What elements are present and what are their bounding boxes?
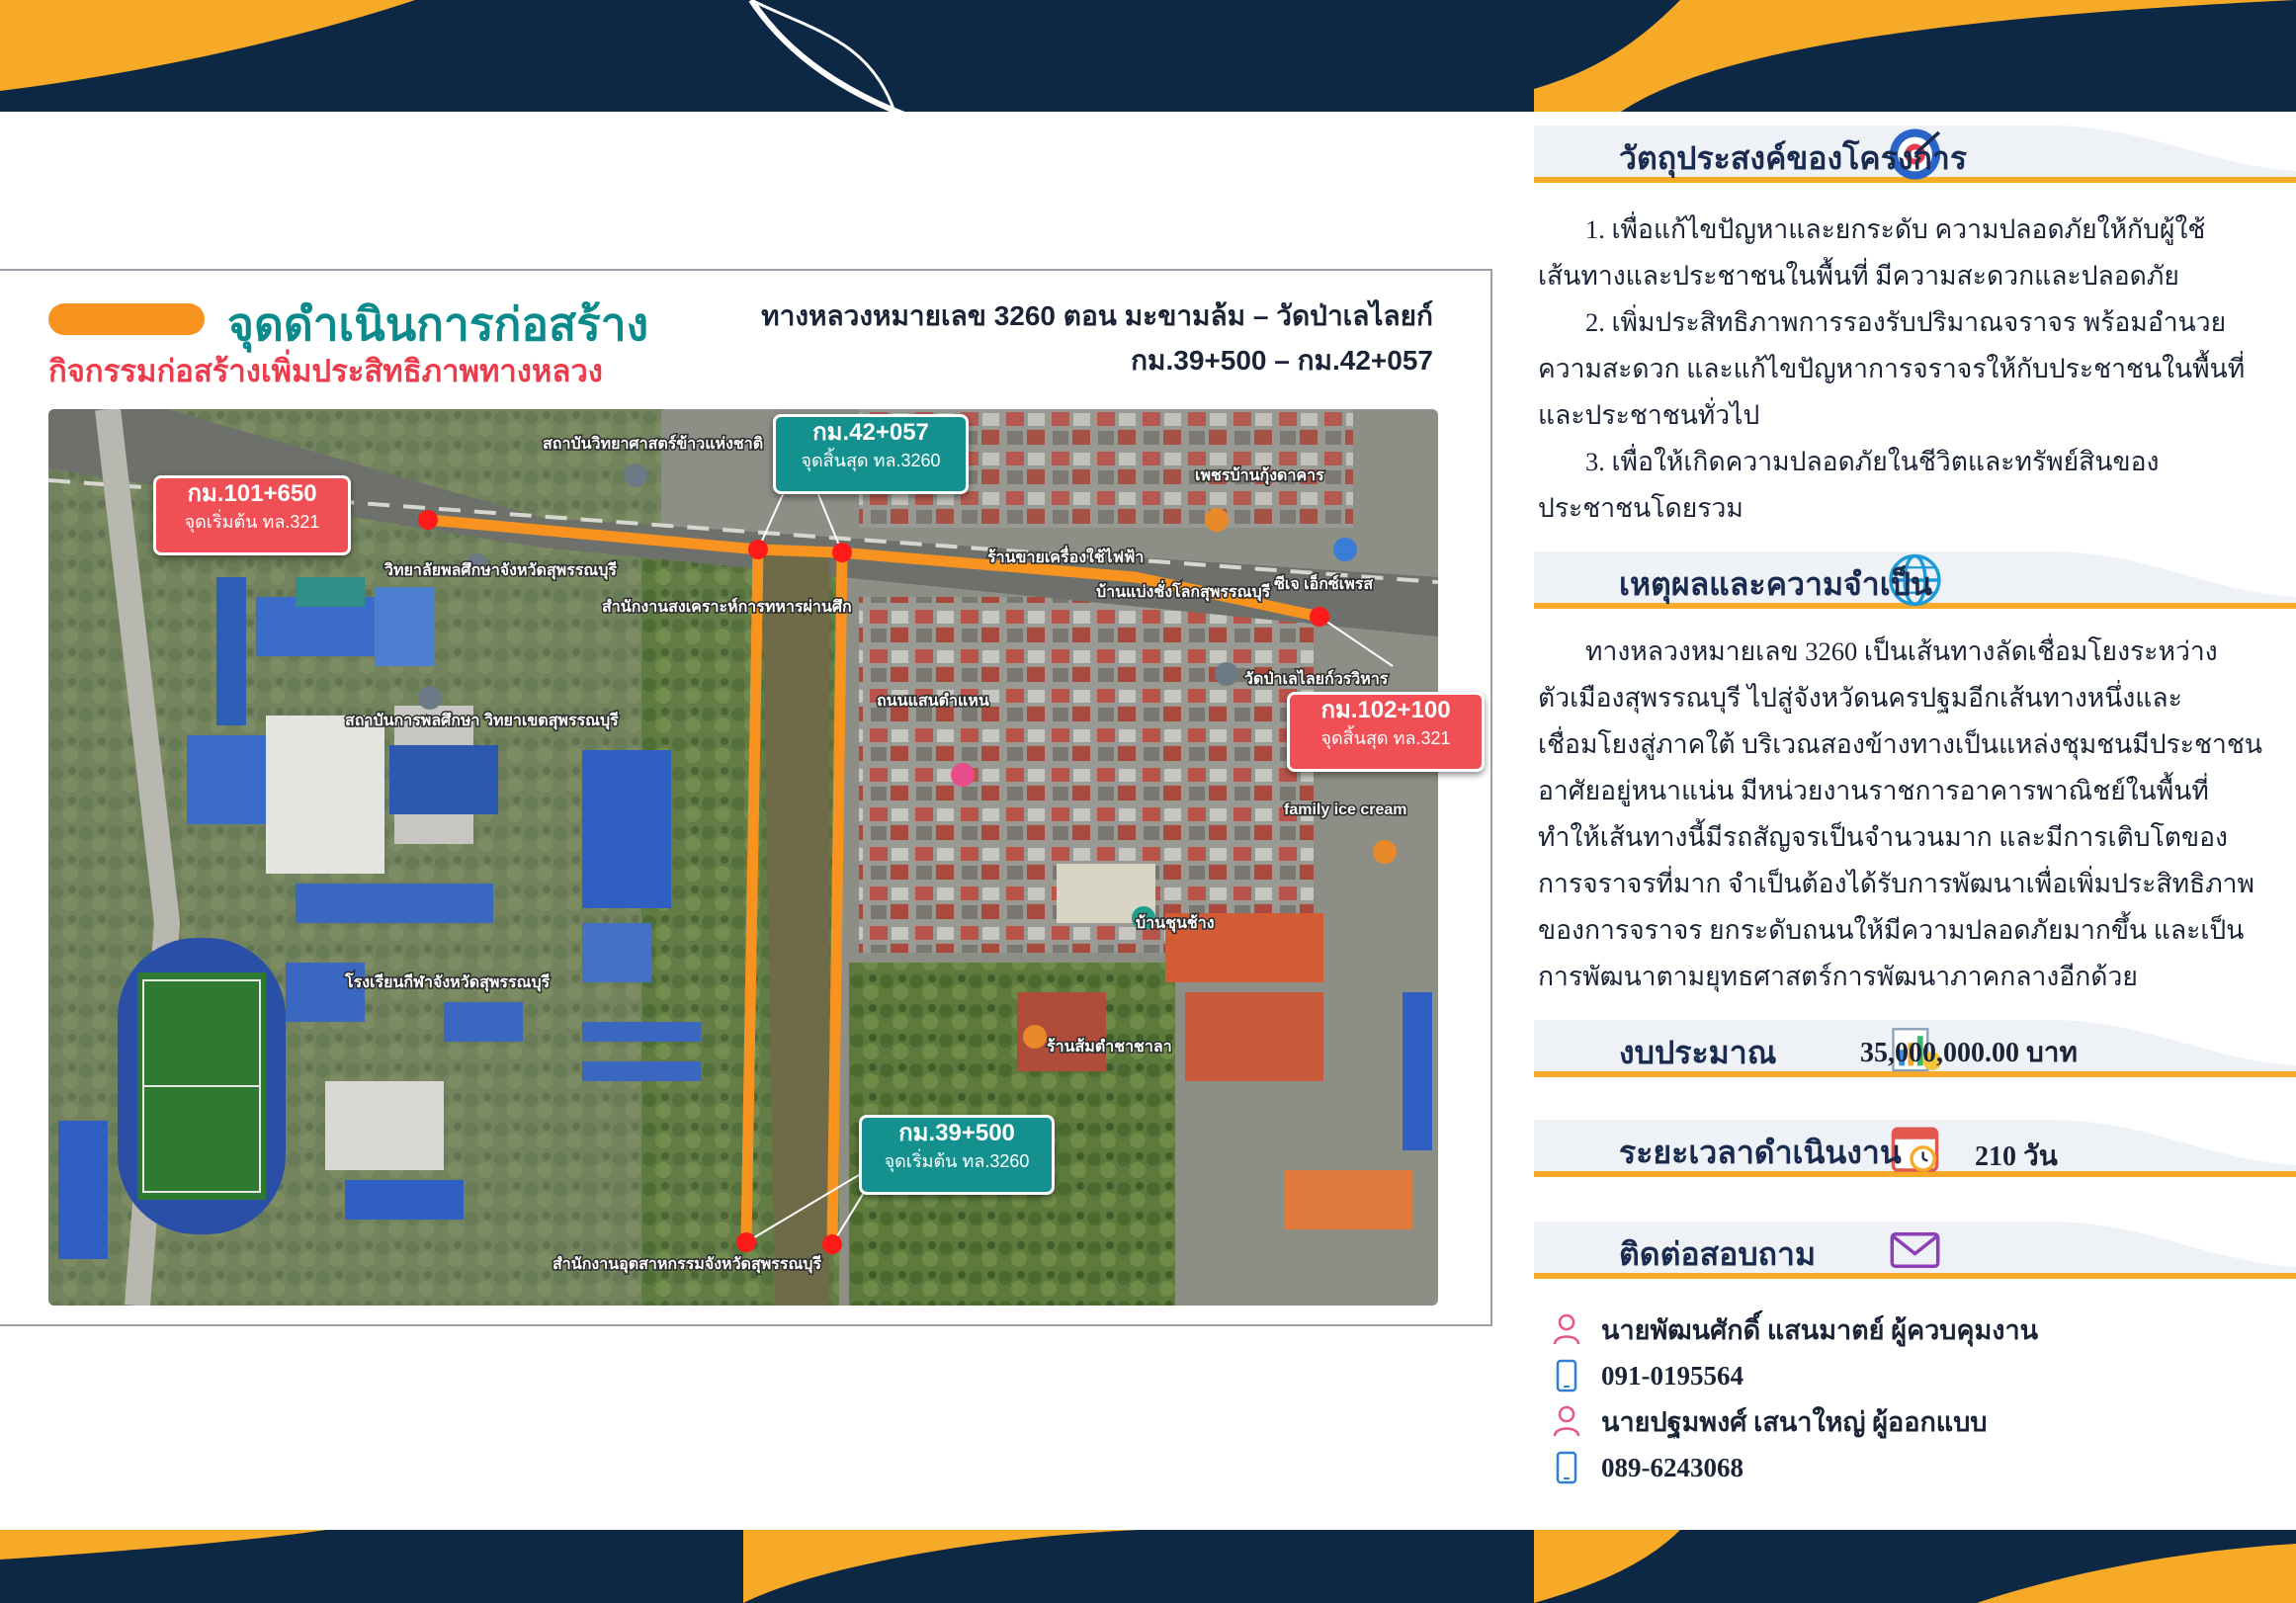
map-label: วัดป่าเลไลยก์วรวิหาร	[1244, 671, 1389, 688]
poi-pin[interactable]	[1215, 662, 1238, 686]
objective-line: 2. เพิ่มประสิทธิภาพการรองรับปริมาณจราจร พร้อมอำนวย	[1585, 307, 2227, 337]
reasons-header	[1534, 551, 2296, 609]
contact-text: นายพัฒนศักดิ์ แสนมาตย์ ผู้ควบคุมงาน	[1601, 1314, 2039, 1345]
reasons-text	[1538, 629, 2269, 1000]
callout-point: จุดสิ้นสุด ทล.321	[1320, 728, 1451, 748]
reason-line: ของการจราจร ยกระดับถนนให้มีความปลอดภัยมากขึ้น และเป็น	[1538, 915, 2245, 945]
poi-pin[interactable]	[624, 464, 647, 487]
reasons-title: เหตุผลและความจำเป็น	[1619, 566, 1932, 602]
reason-line: การพัฒนาตามยุทธศาสตร์การพัฒนาภาคกลางอีกด้วย	[1538, 962, 2138, 991]
callout-km: กม.39+500	[898, 1120, 1015, 1146]
map-label: โรงเรียนกีฬาจังหวัดสุพรรณบุรี	[345, 974, 551, 991]
duration-header	[1534, 1120, 2296, 1177]
callout-km-42-057[interactable]	[773, 414, 969, 494]
poi-pin[interactable]	[1333, 538, 1357, 561]
objective-line: เส้นทางและประชาชนในพื้นที่ มีความสะดวกและปลอดภัย	[1538, 261, 2179, 291]
footer-decoration	[0, 1530, 2296, 1603]
objective-line: 1. เพื่อแก้ไขปัญหาและยกระดับ ความปลอดภัยให้กับผู้ใช้	[1585, 214, 2206, 244]
duration-value: 210 วัน	[1975, 1141, 2058, 1172]
person-icon	[1552, 1312, 1581, 1346]
callout-point: จุดเริ่มต้น ทล.321	[184, 512, 320, 532]
road-name: ทางหลวงหมายเลข 3260 ตอน มะขามล้ม – วัดป่าเลไลยก์	[761, 300, 1433, 331]
map-label: บ้านชุนช้าง	[1136, 915, 1215, 932]
page-title: จุดดำเนินการก่อสร้าง	[227, 298, 649, 350]
reason-line: การจราจรที่มาก จำเป็นต้องได้รับการพัฒนาเพื่อเพิ่มประสิทธิภาพ	[1538, 869, 2255, 898]
reason-line: อาศัยอยู่หนาแน่น มีหน่วยงานราชการอาคารพาณิชย์ในพื้นที่	[1538, 776, 2209, 805]
title-pill	[48, 303, 205, 335]
map-label: ร้านขายเครื่องใช้ไฟฟ้า	[987, 549, 1145, 566]
callout-km-102-100[interactable]	[1287, 692, 1485, 772]
objectives-text	[1538, 207, 2269, 532]
callout-point: จุดเริ่มต้น ทล.3260	[884, 1151, 1030, 1171]
callout-km: กม.42+057	[812, 419, 929, 446]
map-label: สถาบันวิทยาศาสตร์ข้าวแห่งชาติ	[543, 436, 764, 453]
map-label: ถนนแสนตำแหน	[877, 693, 989, 710]
contact-title: ติดต่อสอบถาม	[1619, 1236, 1817, 1272]
objectives-header	[1534, 126, 2296, 183]
map-label: family ice cream	[1284, 802, 1407, 818]
reason-line: ทางหลวงหมายเลข 3260 เป็นเส้นทางลัดเชื่อมโยงระหว่าง	[1585, 636, 2218, 666]
contact-phone-2[interactable]	[1552, 1448, 1743, 1487]
duration-title: ระยะเวลาดำเนินงาน	[1619, 1135, 1902, 1170]
phone-icon	[1552, 1451, 1581, 1484]
contact-person-1	[1552, 1309, 2038, 1349]
header-decoration	[0, 0, 2296, 119]
person-icon	[1552, 1404, 1581, 1438]
callout-km: กม.102+100	[1320, 697, 1451, 723]
map-label: วิทยาลัยพลศึกษาจังหวัดสุพรรณบุรี	[384, 562, 617, 579]
reason-line: ตัวเมืองสุพรรณบุรี ไปสู่จังหวัดนครปฐมอีกเส้นทางหนึ่งและ	[1538, 683, 2182, 713]
contact-phone-1[interactable]	[1552, 1356, 1743, 1395]
objective-line: 3. เพื่อให้เกิดความปลอดภัยในชีวิตและทรัพย์สินของ	[1585, 447, 2160, 476]
poi-pin[interactable]	[418, 686, 442, 710]
budget-title: งบประมาณ	[1619, 1035, 1777, 1070]
objective-line: และประชาชนทั่วไป	[1538, 400, 1760, 430]
map-label: สำนักงานอุตสาหกรรมจังหวัดสุพรรณบุรี	[553, 1256, 822, 1273]
page-subtitle: กิจกรรมก่อสร้างเพิ่มประสิทธิภาพทางหลวง	[48, 354, 603, 388]
objective-line: ความสะดวก และแก้ไขปัญหาการจราจรให้กับประชาชนในพื้นที่	[1538, 354, 2246, 383]
contact-text: 091-0195564	[1601, 1360, 1743, 1391]
road-km-range: กม.39+500 – กม.42+057	[1131, 345, 1433, 376]
map-label: สถาบันการพลศึกษา วิทยาเขตสุพรรณบุรี	[345, 713, 619, 729]
budget-value: 35,000,000.00 บาท	[1860, 1038, 2078, 1068]
poi-pin[interactable]	[1373, 840, 1397, 864]
objective-line: ประชาชนโดยรวม	[1538, 493, 1743, 523]
contact-text: นายปฐมพงศ์ เสนาใหญ่ ผู้ออกแบบ	[1601, 1406, 1988, 1437]
contact-text: 089-6243068	[1601, 1452, 1743, 1482]
reason-line: ทำให้เส้นทางนี้มีรถสัญจรเป็นจำนวนมาก และมีการเติบโตของ	[1538, 822, 2228, 852]
map-label: ซีเจ เอ็กซ์เพรส	[1274, 576, 1374, 593]
contact-header	[1534, 1222, 2296, 1279]
poi-pin[interactable]	[1023, 1025, 1047, 1049]
callout-km: กม.101+650	[187, 480, 317, 507]
callout-point: จุดสิ้นสุด ทล.3260	[801, 451, 941, 470]
poi-pin[interactable]	[951, 763, 975, 787]
phone-icon	[1552, 1359, 1581, 1392]
map-label: เพชรบ้านกุ้งดาคาร	[1195, 467, 1324, 484]
map-label: ร้านส้มตำชาชาลา	[1047, 1039, 1172, 1055]
callout-km-101-650[interactable]	[153, 475, 351, 555]
map-label: บ้านแบ่งชั่งโลกสุพรรณบุรี	[1096, 584, 1271, 601]
reason-line: เชื่อมโยงสู่ภาคใต้ บริเวณสองข้างทางเป็นแหล่งชุมชนมีประชาชน	[1538, 729, 2262, 759]
callout-km-39-500[interactable]	[859, 1115, 1055, 1195]
objectives-title: วัตถุประสงค์ของโครงการ	[1619, 140, 1968, 176]
contact-person-2	[1552, 1401, 1988, 1441]
poi-pin[interactable]	[1205, 508, 1229, 532]
map-label: สำนักงานสงเคราะห์การทหารผ่านศึก	[602, 599, 852, 616]
